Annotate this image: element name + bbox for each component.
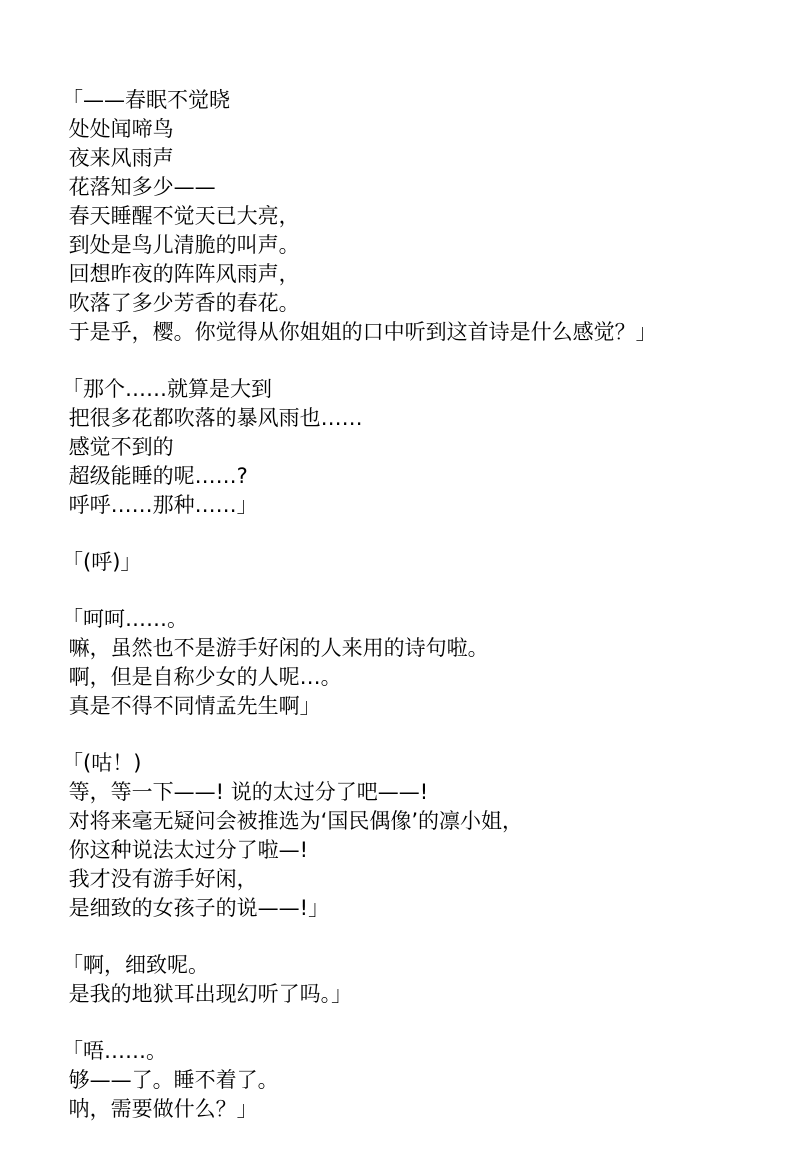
text-line: 「唔……。 bbox=[62, 1039, 167, 1063]
text-line: 春天睡醒不觉天已大亮， bbox=[62, 204, 300, 228]
text-line: 夜来风雨声 bbox=[62, 146, 174, 170]
text-line: 够——了。睡不着了。 bbox=[62, 1068, 279, 1092]
text-line: 感觉不到的 bbox=[62, 435, 174, 459]
text-line: 吹落了多少芳香的春花。 bbox=[62, 291, 300, 315]
dialogue-block-6 bbox=[62, 951, 792, 1009]
dialogue-block-2 bbox=[62, 375, 792, 520]
text-line: 于是乎，樱。你觉得从你姐姐的口中听到这首诗是什么感觉？」 bbox=[62, 320, 657, 344]
dialogue-block-3 bbox=[62, 548, 792, 577]
text-line: 到处是鸟儿清脆的叫声。 bbox=[62, 233, 300, 257]
text-line: 是我的地狱耳出现幻听了吗。」 bbox=[62, 982, 353, 1006]
dialogue-block-4 bbox=[62, 605, 792, 721]
text-line: 「——春眠不觉晓 bbox=[62, 88, 230, 112]
text-line: 真是不得不同情孟先生啊」 bbox=[62, 694, 321, 718]
text-line: 「啊，细致呢。 bbox=[62, 953, 209, 977]
text-line: 我才没有游手好闲， bbox=[62, 867, 258, 891]
document-page bbox=[62, 86, 792, 1152]
text-line: 呐，需要做什么？」 bbox=[62, 1097, 258, 1121]
text-line: 「那个……就算是大到 bbox=[62, 377, 272, 401]
text-line: 把很多花都吹落的暴风雨也…… bbox=[62, 406, 363, 430]
text-line: 「(咕！) bbox=[62, 751, 142, 775]
text-line: 回想昨夜的阵阵风雨声， bbox=[62, 262, 300, 286]
text-line: 等，等一下——! 说的太过分了吧——! bbox=[62, 780, 429, 804]
text-line: 是细致的女孩子的说——!」 bbox=[62, 896, 330, 920]
dialogue-block-7 bbox=[62, 1037, 792, 1124]
text-line: 你这种说法太过分了啦—! bbox=[62, 838, 309, 862]
text-line: 嘛，虽然也不是游手好闲的人来用的诗句啦。 bbox=[62, 636, 489, 660]
text-line: 啊，但是自称少女的人呢…。 bbox=[62, 665, 342, 689]
text-line: 呼呼……那种……」 bbox=[62, 493, 258, 517]
text-line: 对将来毫无疑问会被推选为‘国民偶像’的凛小姐， bbox=[62, 809, 524, 833]
text-line: 花落知多少—— bbox=[62, 175, 216, 199]
text-line: 「(呼)」 bbox=[62, 550, 142, 574]
dialogue-block-5 bbox=[62, 749, 792, 923]
dialogue-block-1 bbox=[62, 86, 792, 347]
text-line: 超级能睡的呢……? bbox=[62, 464, 248, 488]
text-line: 「呵呵……。 bbox=[62, 607, 188, 631]
text-line: 处处闻啼鸟 bbox=[62, 117, 174, 141]
